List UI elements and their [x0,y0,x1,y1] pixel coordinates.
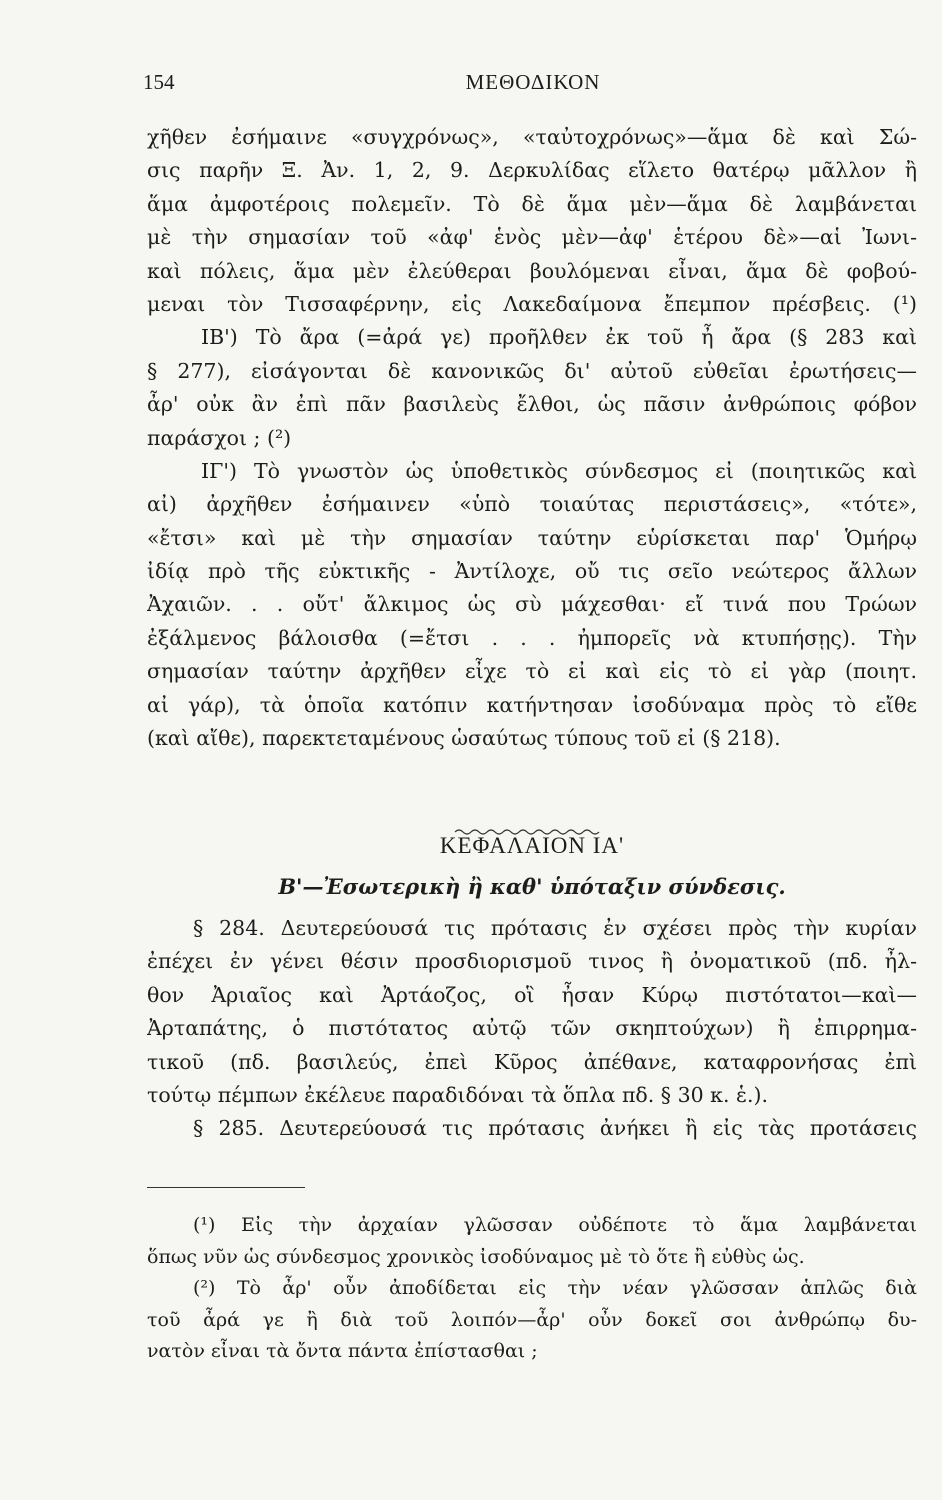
text-line: παράσχοι ; (²) [147,425,292,450]
page-number: 154 [143,70,175,94]
page-header [143,70,923,100]
text-line: καὶ πόλεις, ἅμα μὲν ἐλεύθεραι βουλόμεναι εἶναι, ἅμα δὲ φοβού- [147,258,917,283]
text-line: σημασίαν ταύτην ἀρχῆθεν εἶχε τὸ εἰ καὶ εἰς τὸ εἰ γὰρ (ποιητ. [147,659,917,684]
text-line: τικοῦ (πδ. βασιλεύς, ἐπεὶ Κῦρος ἀπέθανε, καταφρονήσας ἐπὶ [147,1049,917,1074]
text-line: § 285. Δευτερεύουσά τις πρότασις ἀνήκει ἢ εἰς τὰς προτάσεις [193,1116,917,1141]
text-line: μὲ τὴν σημασίαν τοῦ «ἀφ' ἑνὸς μὲν—ἀφ' ἑτέρου δὲ»—αἱ Ἰωνι- [147,225,917,250]
text-line: ἆρ' οὐκ ἂν ἐπὶ πᾶν βασιλεὺς ἔλθοι, ὡς πᾶσιν ἀνθρώποις φόβον [147,392,917,417]
footnote-line: ὅπως νῦν ὡς σύνδεσμος χρονικὸς ἰσοδύναμος μὲ τὸ ὅτε ἢ εὐθὺς ὡς. [147,1245,805,1268]
text-line: αἰ γάρ), τὰ ὁποῖα κατόπιν κατήντησαν ἰσοδύναμα πρὸς τὸ εἴθε [147,692,917,717]
main-text-upper [147,121,917,755]
footnote-line: (²) Τὸ ἆρ' οὖν ἀποδίδεται εἰς τὴν νέαν γλῶσσαν ἁπλῶς διὰ [193,1277,917,1299]
text-line: σις παρῆν Ξ. Ἀν. 1, 2, 9. Δερκυλίδας εἵλετο θατέρῳ μᾶλλον ἢ [147,158,917,183]
footnote-line: νατὸν εἶναι τὰ ὄντα πάντα ἐπίστασθαι ; [147,1340,538,1362]
text-line: ΙΒ') Τὸ ἄρα (=ἀρά γε) προῆλθεν ἐκ τοῦ ἦ ἄρα (§ 283 καὶ [201,325,917,350]
chapter-subtitle: Β'—Ἐσωτερικὴ ἢ καθ' ὑπόταξιν σύνδεσις. [278,874,786,899]
text-line: αἰ) ἀρχῆθεν ἐσήμαινεν «ὑπὸ τοιαύτας περιστάσεις», «τότε», [147,492,917,517]
chapter-title: ΚΕΦΑΛΑΙΟΝ ΙΑ' [439,833,625,858]
text-line: «ἔτσι» καὶ μὲ τὴν σημασίαν ταύτην εὑρίσκεται παρ' Ὁμήρῳ [147,525,917,550]
text-line: ἐξάλμενος βάλοισθα (=ἔτσι . . . ἠμπορεῖς νὰ κτυπήσῃς). Τὴν [147,625,917,650]
text-line: χῆθεν ἐσήμαινε «συγχρόνως», «ταὐτοχρόνως»—ἅμα δὲ καὶ Σώ- [147,125,917,149]
footnote-line: (¹) Εἰς τὴν ἀρχαίαν γλῶσσαν οὐδέποτε τὸ ἅμα λαμβάνεται [193,1214,917,1236]
text-line: Ἀρταπάτης, ὁ πιστότατος αὐτῷ τῶν σκηπτούχων) ἢ ἐπιρρημα- [147,1016,917,1041]
footnotes [147,1210,917,1368]
text-line: (καὶ αἴθε), παρεκτεταμένους ὡσαύτως τύπους τοῦ εἰ (§ 218). [147,726,781,751]
text-line: Ἀχαιῶν. . . οὔτ' ἄλκιμος ὡς σὺ μάχεσθαι· εἴ τινά που Τρώων [147,592,917,617]
text-line: ἰδίᾳ πρὸ τῆς εὐκτικῆς - Ἀντίλοχε, οὔ τις σεῖο νεώτερος ἄλλων [147,559,917,584]
text-line: μεναι τὸν Τισσαφέρνην, εἰς Λακεδαίμονα ἔπεμπον πρέσβεις. (¹) [147,291,917,316]
text-line: ἅμα ἀμφοτέροις πολεμεῖν. Τὸ δὲ ἅμα μὲν—ἅμα δὲ λαμβάνεται [147,191,917,216]
text-line: ΙΓ') Τὸ γνωστὸν ὡς ὑποθετικὸς σύνδεσμος εἰ (ποιητικῶς καὶ [201,458,917,483]
text-line: θον Ἀριαῖος καὶ Ἀρτάοζος, οἳ ἦσαν Κύρῳ πιστότατοι—καὶ— [147,982,917,1007]
running-title: ΜΕΘΟΔΙΚΟΝ [465,70,601,94]
text-line: ἐπέχει ἐν γένει θέσιν προσδιορισμοῦ τινος ἢ ὀνοματικοῦ (πδ. ἦλ- [147,949,917,974]
footnote-divider [147,1187,305,1188]
text-line: § 277), εἰσάγονται δὲ κανονικῶς δι' αὐτοῦ εὐθεῖαι ἐρωτήσεις— [147,358,917,383]
footnote-line: τοῦ ἆρά γε ἢ διὰ τοῦ λοιπόν—ἆρ' οὖν δοκεῖ σοι ἀνθρώπῳ δυ- [147,1308,917,1331]
text-line: τούτῳ πέμπων ἐκέλευε παραδιδόναι τὰ ὅπλα πδ. § 30 κ. ἑ.). [147,1082,769,1107]
text-line: § 284. Δευτερεύουσά τις πρότασις ἐν σχέσει πρὸς τὴν κυρίαν [193,916,917,940]
main-text-lower [147,912,917,1146]
